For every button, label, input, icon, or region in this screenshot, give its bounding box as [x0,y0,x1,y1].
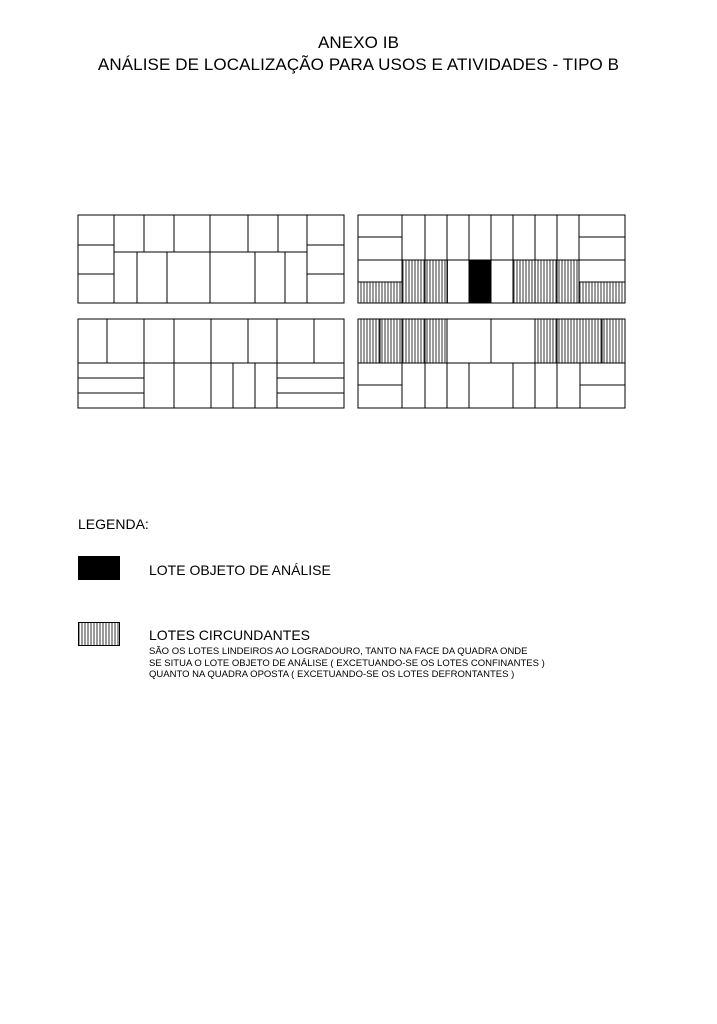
legend-surrounding-lots-label: LOTES CIRCUNDANTES [149,627,311,643]
subject-lot-swatch [78,556,120,580]
annex-title: ANEXO IB [317,33,400,52]
surrounding-lots-swatch [78,622,120,646]
block-top-right [358,215,625,303]
block-top-left [78,215,344,303]
legend-subject-lot-label: LOTE OBJETO DE ANÁLISE [149,562,331,578]
legend-surrounding-lots-description [149,646,545,681]
block-bottom-right [358,319,625,408]
subject-lot [469,260,491,303]
legend-title: LEGENDA: [78,516,149,532]
description-line: SE SITUA O LOTE OBJETO DE ANÁLISE ( EXCETUANDO-SE OS LOTES CONFINANTES ) [149,657,545,669]
description-line: SÃO OS LOTES LINDEIROS AO LOGRADOURO, TANTO NA FACE DA QUADRA ONDE [149,646,528,657]
description-line: QUANTO NA QUADRA OPOSTA ( EXCETUANDO-SE OS LOTES DEFRONTANTES ) [149,669,515,680]
block-bottom-left [78,319,344,408]
annex-subtitle: ANÁLISE DE LOCALIZAÇÃO PARA USOS E ATIVIDADES - TIPO B [97,55,620,74]
